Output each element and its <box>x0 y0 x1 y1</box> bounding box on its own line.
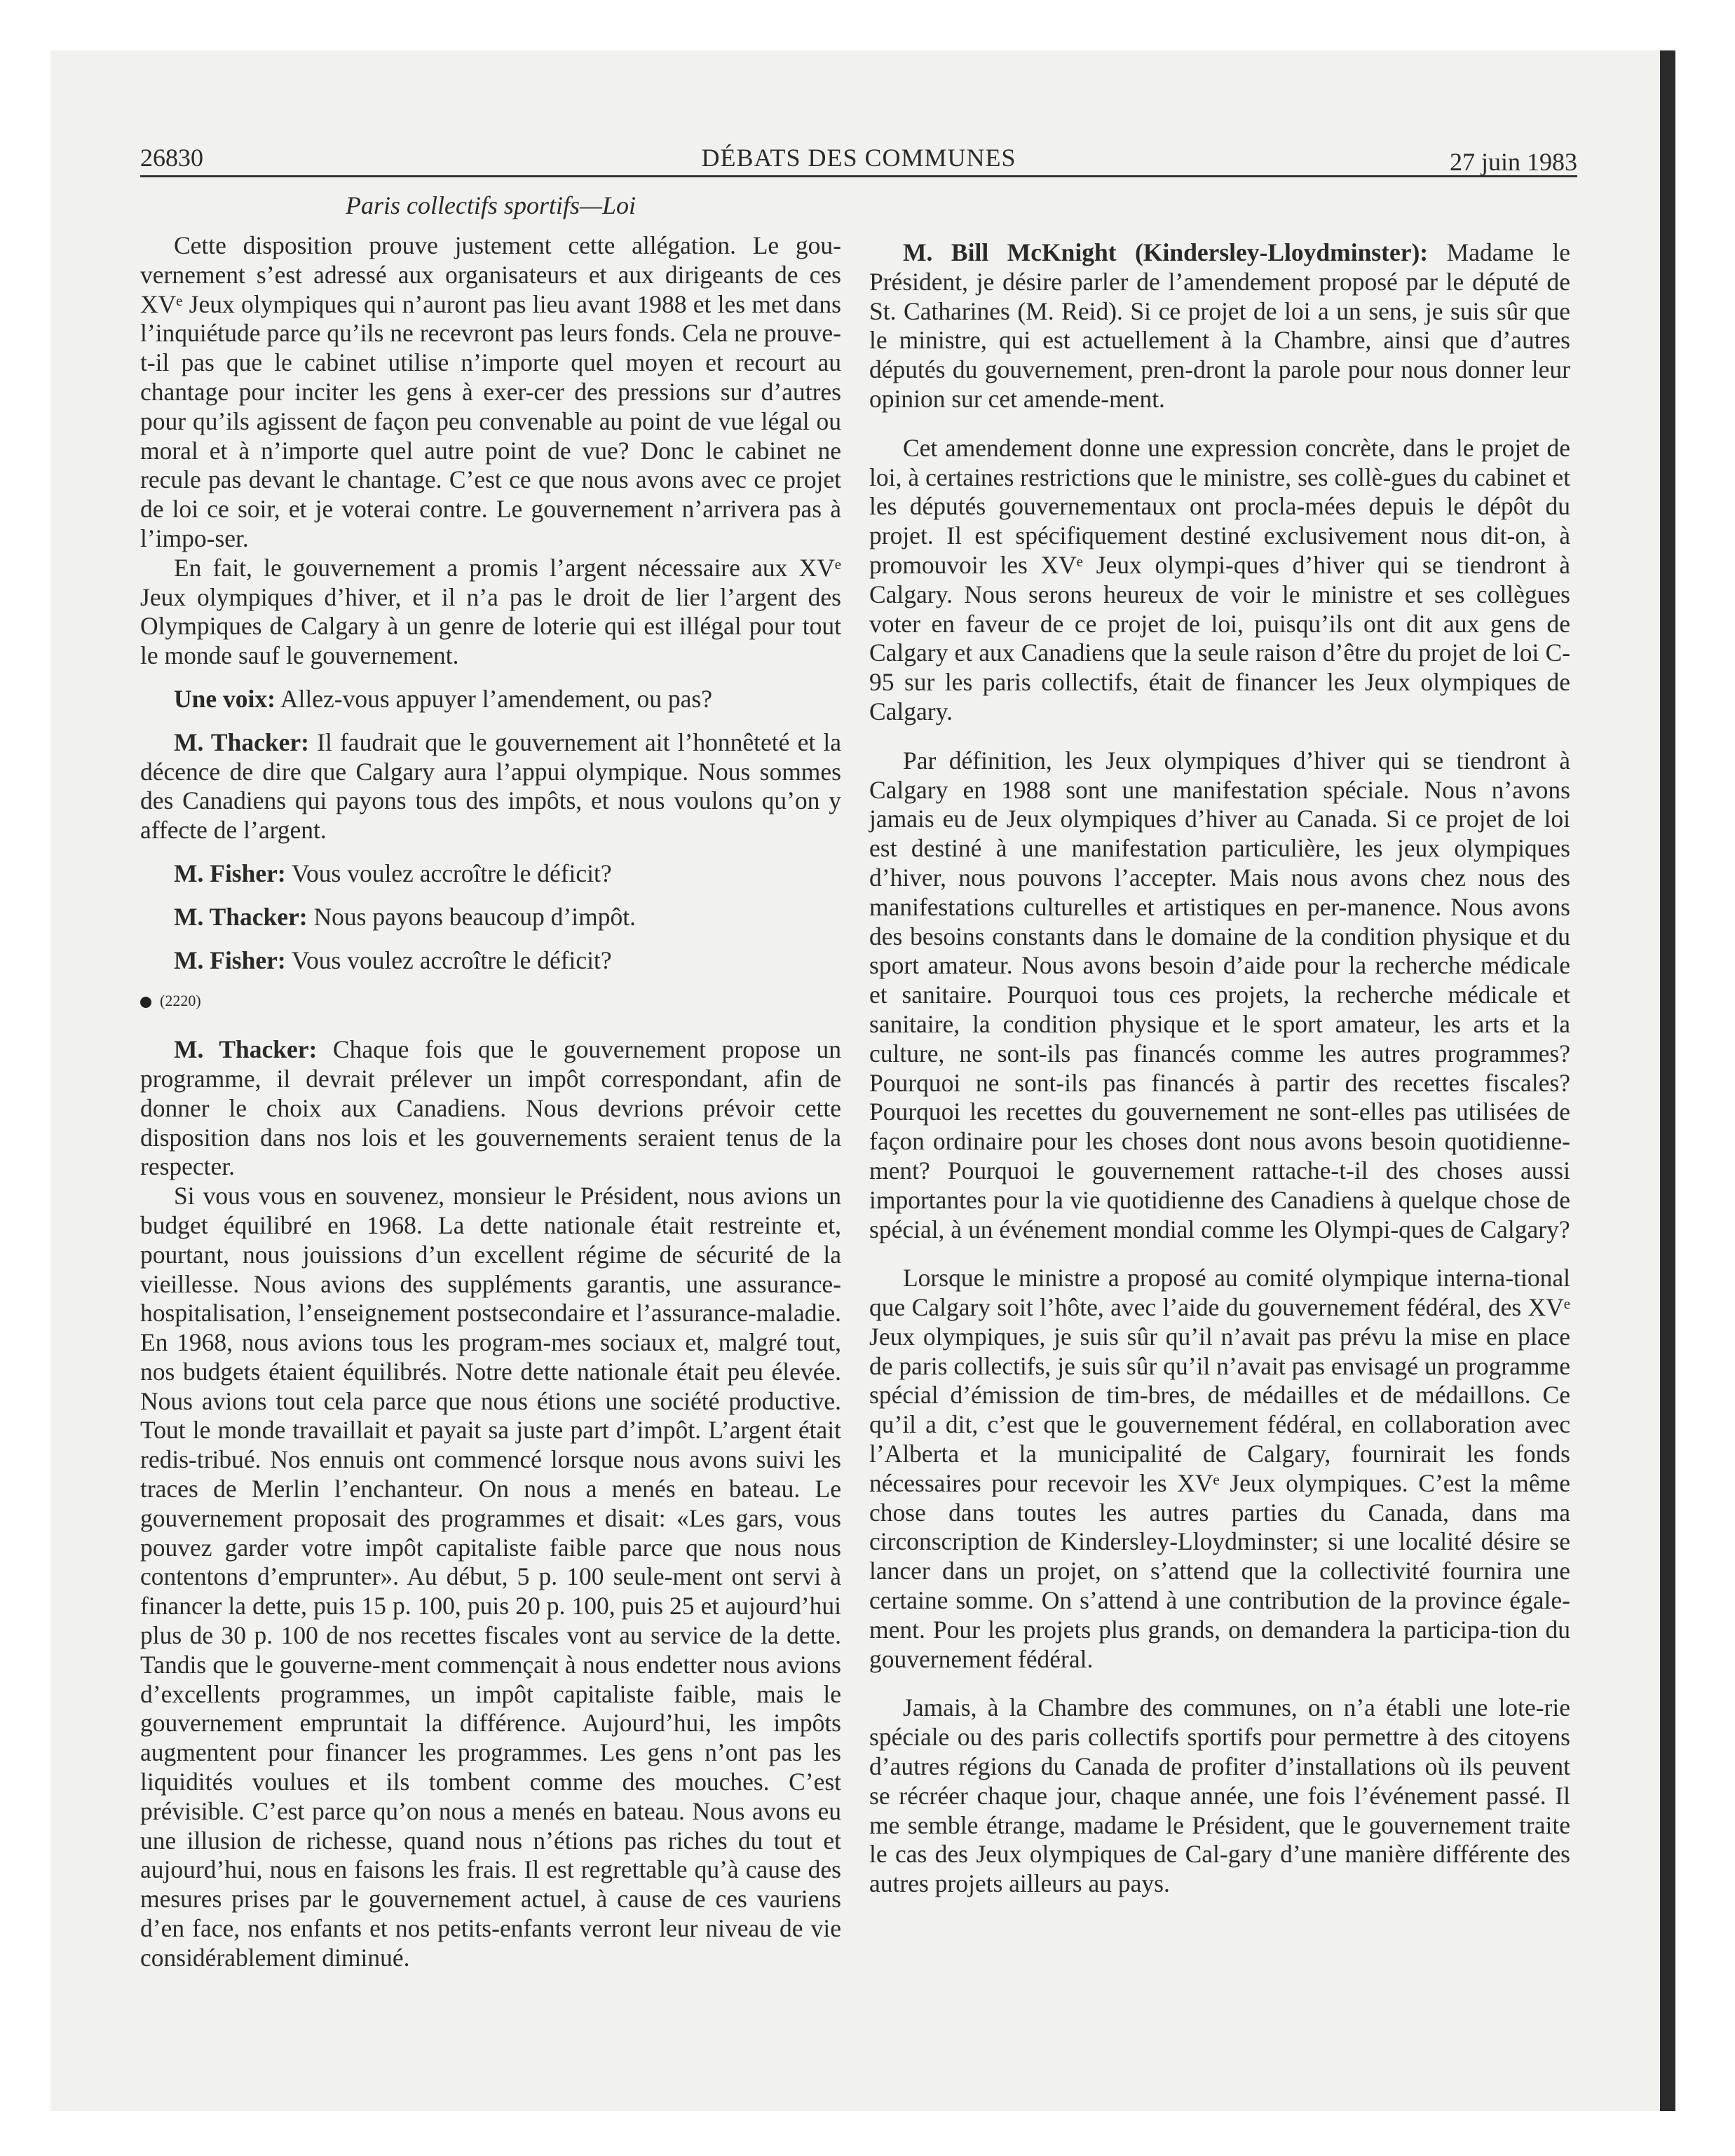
speech-text: Nous payons beaucoup d’impôt. <box>307 902 636 931</box>
paragraph: Cet amendement donne une expression concrète, dans le projet de loi, à certaines restrictions que le ministre, ses collè-gues du cabinet et les députés gouvernementaux ont procla-mées depuis le dépôt du projet. Il est spécifiquement destiné exclusivement nous dit-on, à promouvoir les XVᵉ Jeux olympi-ques d’hiver qui se tiendront à Calgary. Nous serons heureux de voir le ministre et ses collègues voter en faveur de ce projet de loi, puisqu’ils ont dit aux gens de Calgary et aux Canadiens que la seule raison d’être du projet de loi C-95 sur les paris collectifs, était de financer les Jeux olympiques de Calgary. <box>869 433 1570 725</box>
speaker-name: M. Thacker: <box>174 1035 318 1064</box>
speech-text: Madame le Président, je désire parler de l’amendement proposé par le député de St. Catharines (M. Reid). Si ce projet de loi a un sens, je suis sûr que le ministre, qui est actuellement à la Chambre, ainsi que d’autres députés du gouvernement, pren-dront la parole pour nous donner leur opinion sur cet amende-ment. <box>869 238 1570 413</box>
section-subhead: Paris collectifs sportifs—Loi <box>345 191 637 219</box>
time-marker <box>140 986 841 1016</box>
paragraph: Par définition, les Jeux olympiques d’hiver qui se tiendront à Calgary en 1988 sont une manifestation spéciale. Nous n’avons jamais eu de Jeux olympiques d’hiver au Canada. Si ce projet de loi est destiné à une manifestation particulière, les jeux olympiques d’hiver, nous pouvons l’accepter. Mais nous avons chez nous des manifestations culturelles et artistiques en per-manence. Nous avons des besoins constants dans le domaine de la condition physique et du sport amateur. Nous avons besoin d’aide pour la recherche médicale et sanitaire. Pourquoi tous ces projets, la recherche médicale et sanitaire, la condition physique et le sport amateur, les arts et la culture, ne sont-ils pas financés comme les autres programmes? Pourquoi ne sont-ils pas financés à partir des recettes fiscales? Pourquoi les recettes du gouvernement ne sont-elles pas utilisées de façon ordinaire pour les choses dont nous avons besoin quotidienne-ment? Pourquoi le gouvernement rattache-t-il des choses aussi importantes pour la vie quotidienne des Canadiens à quelque chose de spécial, à un événement mondial comme les Olympi-ques de Calgary? <box>869 746 1570 1243</box>
right-column <box>869 238 1570 1899</box>
speaker-name: M. Bill McKnight (Kindersley-Lloydminster): <box>903 238 1429 266</box>
speech-text: Vous voulez accroître le déficit? <box>285 859 612 887</box>
page-date: 27 juin 1983 <box>1449 148 1577 176</box>
paragraph: Cette disposition prouve justement cette allégation. Le gou-vernement s’est adressé aux organisateurs et aux dirigeants de ces XVᵉ Jeux olympiques qui n’auront pas lieu avant 1988 et les met dans l’inquiétude parce qu’ils ne recevront pas leurs fonds. Cela ne prouve-t-il pas que le cabinet utilise n’importe quel moyen et recourt au chantage pour inciter les gens à exer-cer des pressions sur d’autres pour qu’ils agissent de façon peu convenable au point de vue légal ou moral et à n’importe quel autre point de vue? Donc le cabinet ne recule pas devant le chantage. C’est ce que nous avons avec ce projet de loi ce soir, et je voterai contre. Le gouvernement n’arrivera pas à l’impo-ser. <box>140 231 841 552</box>
scan-edge-bar <box>1660 50 1675 2111</box>
speech <box>140 1035 841 1182</box>
paragraph: En fait, le gouvernement a promis l’argent nécessaire aux XVᵉ Jeux olympiques d’hiver, et il n’a pas le droit de lier l’argent des Olympiques de Calgary à un genre de loterie qui est illégal pour tout le monde sauf le gouvernement. <box>140 553 841 670</box>
speech <box>869 238 1570 414</box>
left-column <box>140 231 841 1973</box>
speech-text: Il faudrait que le gouvernement ait l’honnêteté et la décence de dire que Calgary aura l’appui olympique. Nous sommes des Canadiens qui payons tous des impôts, et nous voulons qu’on y affecte de l’argent. <box>140 728 841 845</box>
speech-text: Vous voulez accroître le déficit? <box>285 946 612 974</box>
speech <box>140 903 841 932</box>
paragraph: Jamais, à la Chambre des communes, on n’a établi une lote-rie spéciale ou des paris collectifs sportifs pour permettre à des citoyens d’autres régions du Canada de profiter d’installations où ils peuvent se récréer chaque jour, chaque année, une fois l’événement passé. Il me semble étrange, madame le Président, que le gouvernement traite le cas des Jeux olympiques de Cal-gary d’une manière différente des autres projets ailleurs au pays. <box>869 1693 1570 1898</box>
page-number: 26830 <box>140 144 203 172</box>
paragraph: Si vous vous en souvenez, monsieur le Président, nous avions un budget équilibré en 1968. La dette nationale était restreinte et, pourtant, nous jouissions d’un excellent régime de sécurité de la vieillesse. Nous avions des suppléments garantis, une assurance-hospitalisation, l’enseignement postsecondaire et l’assurance-maladie. En 1968, nous avions tous les program-mes sociaux et, malgré tout, nos budgets étaient équilibrés. Notre dette nationale était peu élevée. Nous avions tout cela parce que nous étions une société productive. Tout le monde travaillait et payait sa juste part d’impôt. L’argent était redis-tribué. Nos ennuis ont commencé lorsque nous avons suivi les traces de Merlin l’enchanteur. On nous a menés en bateau. Le gouvernement proposait des programmes et disait: «Les gars, vous pouvez garder votre impôt capitaliste faible parce que nous nous contentons d’emprunter». Au début, 5 p. 100 seule-ment ont servi à financer la dette, puis 15 p. 100, puis 20 p. 100, puis 25 et aujourd’hui plus de 30 p. 100 de nos recettes fiscales vont au service de la dette. Tandis que le gouverne-ment commençait à nous endetter nous avions d’excellents programmes, un impôt capitaliste faible, mais le gouvernement empruntait la différence. Aujourd’hui, les impôts augmentent pour financer les programmes. Les gens n’ont pas les liquidités voulues et ils tombent comme des mouches. C’est prévisible. C’est parce qu’on nous a menés en bateau. Nous avons eu une illusion de richesse, quand nous n’étions pas riches du tout et aujourd’hui, nous en faisons les frais. Il est regrettable qu’à cause des mesures prises par le gouvernement actuel, à cause de ces vauriens d’en face, nos enfants et nos petits-enfants verront leur niveau de vie considérablement diminué. <box>140 1182 841 1972</box>
time-marker-text: (2220) <box>160 992 201 1010</box>
speech <box>140 685 841 714</box>
paragraph: Lorsque le ministre a proposé au comité olympique interna-tional que Calgary soit l’hôte, avec l’aide du gouvernement fédéral, des XVᵉ Jeux olympiques, je suis sûr qu’il n’avait pas prévu la mise en place de paris collectifs, je suis sûr qu’il n’avait pas envisagé un programme spécial d’émission de tim-bres, de médailles et de médaillons. Ce qu’il a dit, c’est que le gouvernement fédéral, en collaboration avec l’Alberta et la municipalité de Calgary, fournirait les fonds nécessaires pour recevoir les XVᵉ Jeux olympiques. C’est la même chose dans toutes les autres parties du Canada, dans ma circonscription de Kindersley-Lloydminster; si une localité désire se lancer dans un projet, on s’attend que la collectivité fournira une certaine somme. On s’attend à une contribution de la province égale-ment. Pour les projets plus grands, on demandera la participa-tion du gouvernement fédéral. <box>869 1264 1570 1673</box>
bullet-icon <box>140 997 151 1008</box>
speaker-name: M. Fisher: <box>174 946 286 974</box>
speaker-name: Une voix: <box>174 684 275 713</box>
speaker-name: M. Thacker: <box>174 902 308 931</box>
page-header <box>140 140 1577 177</box>
speech-text: Chaque fois que le gouvernement propose un programme, il devrait prélever un impôt correspondant, afin de donner le choix aux Canadiens. Nous devrions prévoir cette disposition dans nos lois et les gouvernements seraient tenus de la respecter. <box>140 1035 842 1181</box>
publication-title: DÉBATS DES COMMUNES <box>701 144 1016 172</box>
speech <box>140 946 841 976</box>
speech <box>140 859 841 889</box>
speaker-name: M. Thacker: <box>174 728 309 756</box>
speech-text: Allez-vous appuyer l’amendement, ou pas? <box>275 684 712 713</box>
speaker-name: M. Fisher: <box>174 859 286 887</box>
speech <box>140 728 841 845</box>
